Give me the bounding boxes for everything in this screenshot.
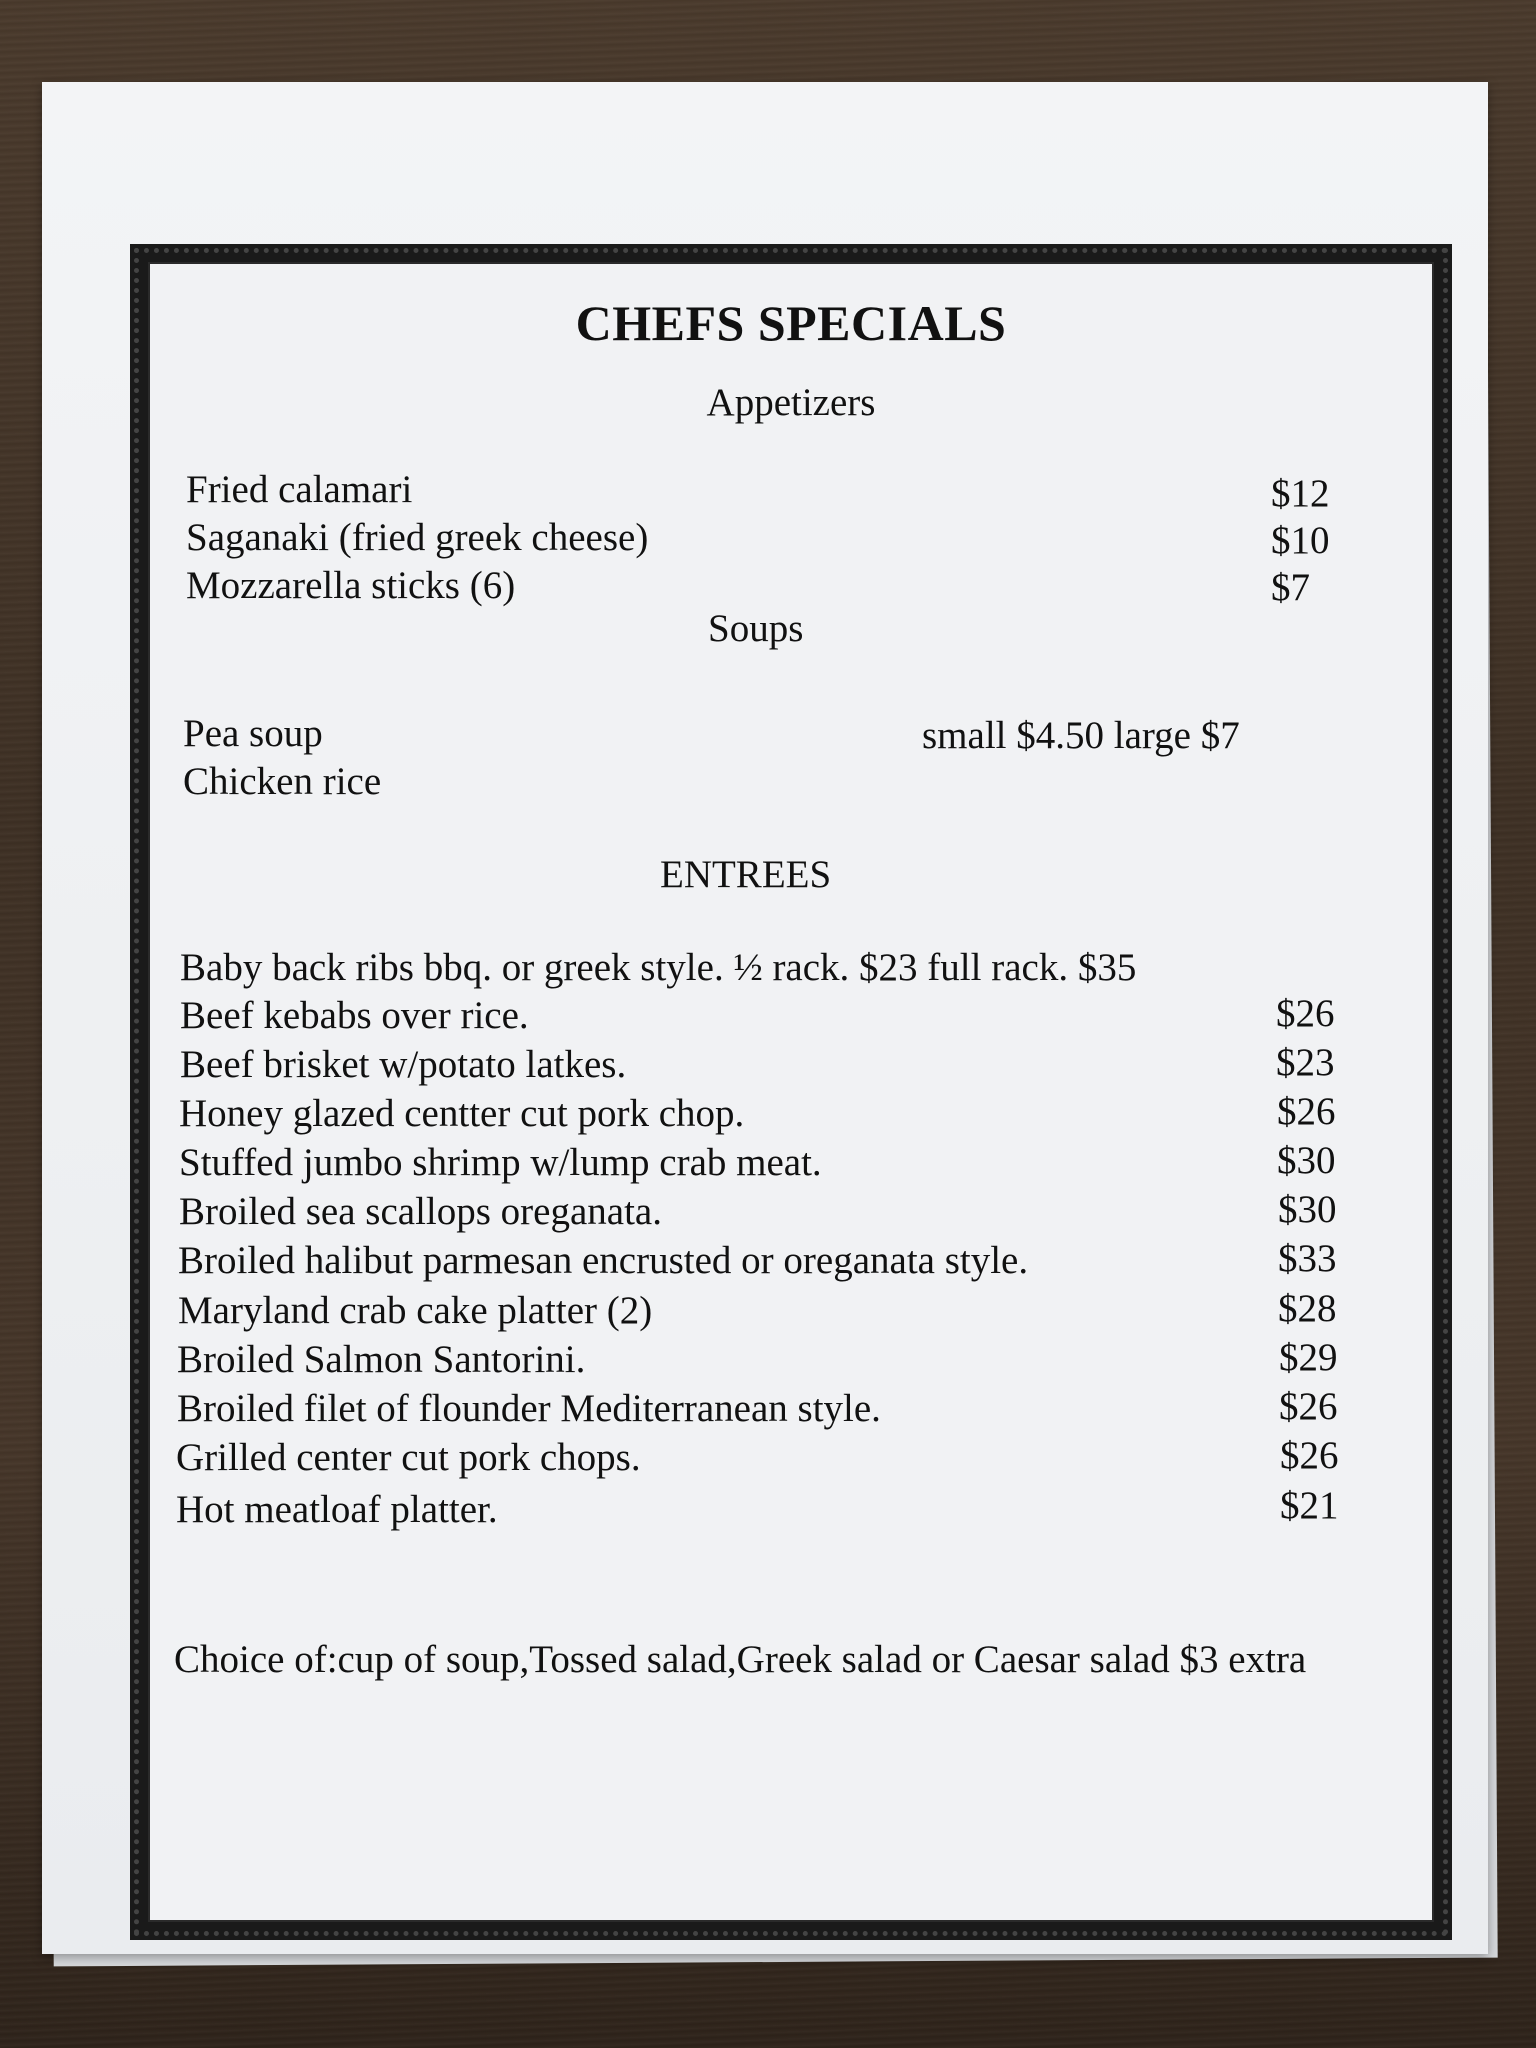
entree-price: $26 — [1277, 1090, 1336, 1133]
entree-item: Broiled filet of flounder Mediterranean style. — [177, 1387, 881, 1430]
menu-title: CHEFS SPECIALS — [575, 295, 1007, 351]
entree-price: $26 — [1280, 1434, 1339, 1477]
appetizers-heading: Appetizers — [706, 381, 876, 424]
entree-price: $30 — [1277, 1139, 1336, 1182]
soups-heading: Soups — [708, 607, 804, 650]
soup-item: Chicken rice — [183, 760, 382, 803]
entrees-heading: ENTREES — [660, 853, 832, 896]
appetizer-item: Fried calamari — [186, 468, 413, 511]
appetizer-price: $7 — [1271, 566, 1310, 609]
entree-price: $21 — [1280, 1484, 1339, 1527]
soup-price: small $4.50 large $7 — [922, 714, 1240, 757]
sides-choice-note: Choice of:cup of soup,Tossed salad,Greek salad or Caesar salad $3 extra — [174, 1638, 1307, 1681]
entree-item: Grilled center cut pork chops. — [176, 1436, 641, 1479]
entree-item: Stuffed jumbo shrimp w/lump crab meat. — [179, 1141, 822, 1184]
entree-price: $29 — [1279, 1336, 1338, 1379]
entree-item: Broiled halibut parmesan encrusted or oreganata style. — [178, 1239, 1029, 1282]
entree-item: Beef kebabs over rice. — [180, 994, 529, 1037]
entree-ribs-line: Baby back ribs bbq. or greek style. ½ rack. $23 full rack. $35 — [180, 946, 1137, 989]
appetizer-price: $10 — [1271, 519, 1330, 562]
entree-item: Honey glazed centter cut pork chop. — [179, 1092, 745, 1135]
appetizer-price: $12 — [1271, 472, 1330, 515]
entree-price: $23 — [1276, 1041, 1335, 1084]
entree-price: $30 — [1278, 1188, 1337, 1231]
entree-price: $26 — [1276, 992, 1335, 1035]
entree-price: $33 — [1278, 1237, 1337, 1280]
soup-item: Pea soup — [183, 712, 323, 755]
entree-item: Maryland crab cake platter (2) — [178, 1289, 653, 1332]
entree-price: $28 — [1278, 1287, 1337, 1330]
menu-sheet — [42, 82, 1488, 1954]
appetizer-item: Saganaki (fried greek cheese) — [186, 516, 649, 559]
appetizer-item: Mozzarella sticks (6) — [186, 564, 516, 607]
entree-item: Broiled sea scallops oreganata. — [179, 1190, 662, 1233]
menu-border — [130, 244, 1452, 1940]
entree-item: Broiled Salmon Santorini. — [177, 1338, 586, 1381]
entree-item: Hot meatloaf platter. — [176, 1488, 498, 1531]
entree-price: $26 — [1279, 1385, 1338, 1428]
entree-item: Beef brisket w/potato latkes. — [180, 1043, 627, 1086]
